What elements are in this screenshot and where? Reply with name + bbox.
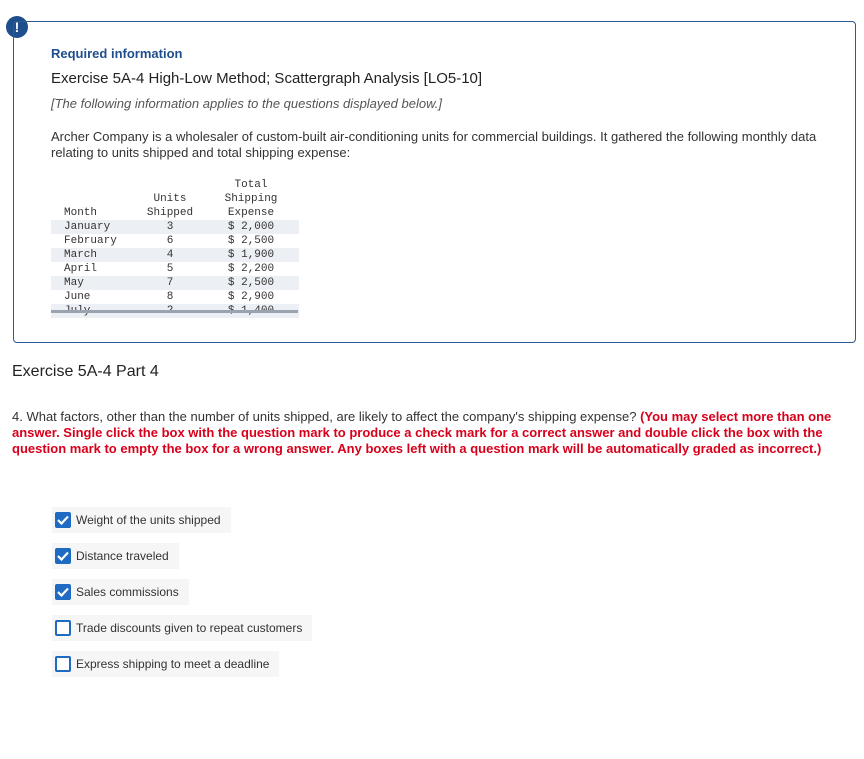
required-information-panel <box>13 21 856 343</box>
cell-expense: $ 2,900 <box>227 291 275 303</box>
checkbox[interactable] <box>55 512 71 528</box>
option-trade-discounts[interactable] <box>52 615 312 641</box>
cell-units: 6 <box>166 235 174 247</box>
cell-month: January <box>64 221 111 233</box>
cell-units: 4 <box>166 249 174 261</box>
cell-expense: $ 2,500 <box>227 277 275 289</box>
col-month-header: Month <box>64 207 98 219</box>
checkbox[interactable] <box>55 548 71 564</box>
intro-text: Archer Company is a wholesaler of custom-built air-conditioning units for commercial buildings. It gathered the following monthly data relating to units shipped and total shipping expense: <box>51 129 817 160</box>
checkmark-icon <box>57 551 69 561</box>
table-row <box>51 220 299 234</box>
table-row <box>51 234 299 248</box>
checkmark-icon <box>57 587 69 597</box>
option-label: Express shipping to meet a deadline <box>76 657 270 671</box>
part-title: Exercise 5A-4 Part 4 <box>12 363 159 380</box>
checkbox[interactable] <box>55 656 71 672</box>
cell-expense: $ 2,000 <box>227 221 275 233</box>
cell-units: 3 <box>166 221 174 233</box>
table-row <box>51 276 299 290</box>
table-row <box>51 290 299 304</box>
cell-month: June <box>64 291 91 303</box>
table-header-row <box>51 178 299 206</box>
col-units-header-1: Units <box>153 193 187 205</box>
col-expense-header-1: Total Shipping <box>224 179 278 205</box>
checkbox[interactable] <box>55 584 71 600</box>
option-label: Weight of the units shipped <box>76 513 221 527</box>
cell-expense: $ 1,900 <box>227 249 275 261</box>
cell-expense: $ 2,200 <box>227 263 275 275</box>
col-units-header-2: Shipped <box>146 207 194 219</box>
question-instructions: (You may select more than one answer. Single click the box with the question mark to produce a check mark for a correct answer and double click the box with the question mark to empty the box for a wrong answer. Any boxes left with a question mark will be automatically graded as incorrect.) <box>12 409 832 456</box>
question-text <box>12 409 857 457</box>
cell-month: April <box>64 263 98 275</box>
question-prompt: 4. What factors, other than the number of units shipped, are likely to affect the company's shipping expense? <box>12 409 637 424</box>
option-label: Trade discounts given to repeat customers <box>76 621 303 635</box>
option-label: Distance traveled <box>76 549 169 563</box>
option-label: Sales commissions <box>76 585 179 599</box>
cell-units: 7 <box>166 277 174 289</box>
exclamation-icon: ! <box>6 16 28 38</box>
cell-expense: $ 2,500 <box>227 235 275 247</box>
table-bottom-rule <box>51 310 298 313</box>
checkbox[interactable] <box>55 620 71 636</box>
table-row <box>51 262 299 276</box>
shipping-data-table <box>51 178 299 318</box>
cell-units: 5 <box>166 263 174 275</box>
cell-month: May <box>64 277 84 289</box>
exercise-note: [The following information applies to the questions displayed below.] <box>51 96 442 111</box>
option-weight-of-units[interactable] <box>52 507 231 533</box>
cell-month: March <box>64 249 98 261</box>
exercise-title: Exercise 5A-4 High-Low Method; Scattergraph Analysis [LO5-10] <box>51 70 483 87</box>
table-row <box>51 248 299 262</box>
required-info-heading: Required information <box>51 46 183 61</box>
cell-month: February <box>64 235 117 247</box>
option-distance-traveled[interactable] <box>52 543 179 569</box>
option-sales-commissions[interactable] <box>52 579 189 605</box>
cell-units: 8 <box>166 291 174 303</box>
option-express-shipping[interactable] <box>52 651 279 677</box>
checkmark-icon <box>57 515 69 525</box>
col-expense-header-2: Expense <box>227 207 275 219</box>
